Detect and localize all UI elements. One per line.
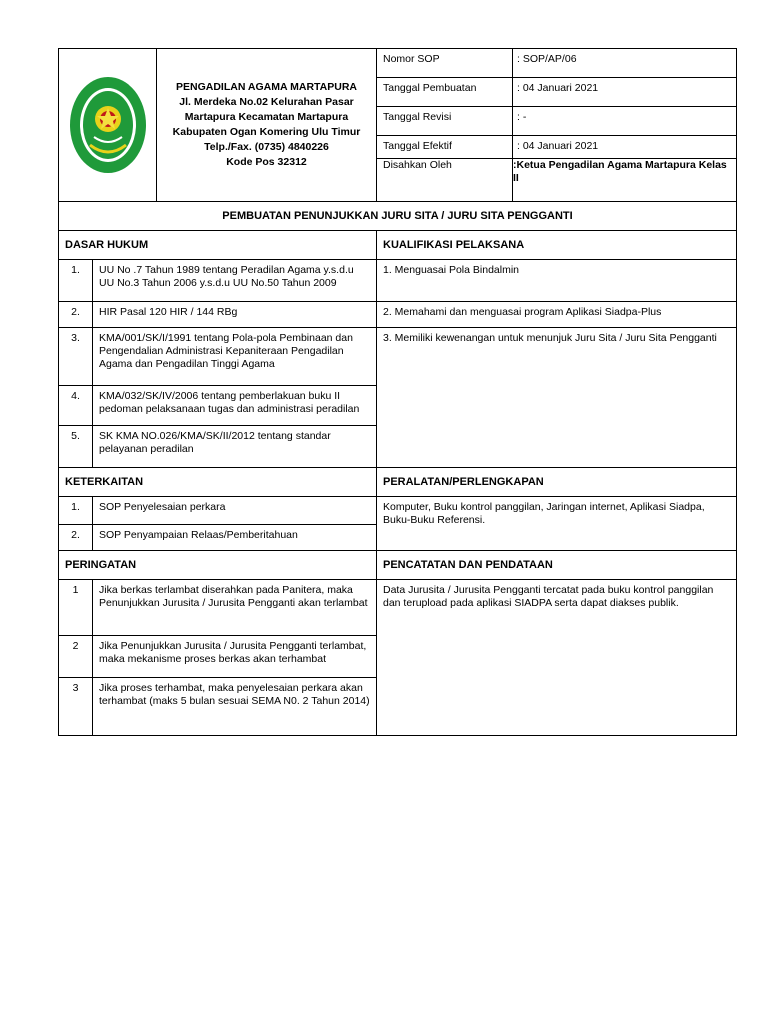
address-line: Jl. Merdeka No.02 Kelurahan Pasar [179, 96, 354, 108]
section-heading-peringatan: PERINGATAN [59, 551, 377, 580]
dasar-hukum-num: 4. [59, 386, 93, 426]
court-logo [59, 49, 157, 202]
dasar-hukum-text: SK KMA NO.026/KMA/SK/II/2012 tentang standar pelayanan peradilan [93, 426, 377, 468]
meta-value-efektif: : 04 Januari 2021 [513, 136, 737, 159]
pencatatan-text: Data Jurusita / Jurusita Pengganti tercatat pada buku kontrol panggilan dan terupload pada aplikasi SIADPA serta dapat diakses publik. [377, 580, 737, 736]
meta-value-pembuatan: : 04 Januari 2021 [513, 78, 737, 107]
sop-document [58, 48, 736, 736]
dasar-hukum-text: HIR Pasal 120 HIR / 144 RBg [93, 302, 377, 328]
kualifikasi-item: 2. Memahami dan menguasai program Aplikasi Siadpa-Plus [377, 302, 737, 328]
dasar-hukum-num: 5. [59, 426, 93, 468]
court-emblem-icon [68, 75, 148, 175]
peralatan-text: Komputer, Buku kontrol panggilan, Jaringan internet, Aplikasi Siadpa, Buku-Buku Referensi. [377, 497, 737, 551]
meta-label-efektif: Tanggal Efektif [377, 136, 513, 159]
address-line: PENGADILAN AGAMA MARTAPURA [175, 81, 358, 93]
peringatan-num: 1 [59, 580, 93, 636]
peringatan-text: Jika berkas terlambat diserahkan pada Panitera, maka Penunjukkan Jurusita / Jurusita Pengganti akan terlambat [93, 580, 377, 636]
meta-value-revisi: : - [513, 107, 737, 136]
dasar-hukum-text: KMA/001/SK/I/1991 tentang Pola-pola Pembinaan dan Pengendalian Administrasi Kepaniteraan Pengadilan Agama dan Pengadilan Tinggi Agama [93, 328, 377, 386]
section-heading-dasar-hukum: DASAR HUKUM [59, 231, 377, 260]
meta-label-pembuatan: Tanggal Pembuatan [377, 78, 513, 107]
dasar-hukum-num: 1. [59, 260, 93, 302]
section-heading-kualifikasi: KUALIFIKASI PELAKSANA [377, 231, 737, 260]
dasar-hukum-num: 3. [59, 328, 93, 386]
keterkaitan-text: SOP Penyampaian Relaas/Pemberitahuan [93, 525, 377, 551]
meta-label-nomor: Nomor SOP [377, 49, 513, 78]
meta-value-nomor: : SOP/AP/06 [513, 49, 737, 78]
section-heading-pencatatan: PENCATATAN DAN PENDATAAN [377, 551, 737, 580]
dasar-hukum-text: UU No .7 Tahun 1989 tentang Peradilan Agama y.s.d.u UU No.3 Tahun 2006 y.s.d.u UU No.50 Tahun 2009 [93, 260, 377, 302]
address-line: Kabupaten Ogan Komering Ulu Timur [172, 126, 361, 138]
meta-label-revisi: Tanggal Revisi [377, 107, 513, 136]
dasar-hukum-text: KMA/032/SK/IV/2006 tentang pemberlakuan buku II pedoman pelaksanaan tugas dan administrasi peradilan [93, 386, 377, 426]
meta-value-disahkan: :Ketua Pengadilan Agama Martapura Kelas II [513, 159, 737, 202]
address-line: Martapura Kecamatan Martapura [184, 111, 349, 123]
dasar-hukum-num: 2. [59, 302, 93, 328]
section-heading-peralatan: PERALATAN/PERLENGKAPAN [377, 468, 737, 497]
court-address [157, 49, 377, 202]
meta-label-disahkan: Disahkan Oleh [377, 159, 513, 202]
peringatan-num: 2 [59, 636, 93, 678]
peringatan-text: Jika proses terhambat, maka penyelesaian perkara akan terhambat (maks 5 bulan sesuai SEMA N0. 2 Tahun 2014) [93, 678, 377, 736]
keterkaitan-text: SOP Penyelesaian perkara [93, 497, 377, 525]
keterkaitan-num: 2. [59, 525, 93, 551]
kualifikasi-item-text: 3. Memiliki kewenangan untuk menunjuk Juru Sita / Juru Sita Pengganti [383, 332, 717, 344]
address-line: Kode Pos 32312 [226, 156, 307, 168]
keterkaitan-num: 1. [59, 497, 93, 525]
kualifikasi-item: 1. Menguasai Pola Bindalmin [377, 260, 737, 302]
address-line: Telp./Fax. (0735) 4840226 [204, 141, 329, 153]
section-heading-keterkaitan: KETERKAITAN [59, 468, 377, 497]
document-title: PEMBUATAN PENUNJUKKAN JURU SITA / JURU SITA PENGGANTI [59, 202, 737, 231]
peringatan-text: Jika Penunjukkan Jurusita / Jurusita Pengganti terlambat, maka mekanisme proses berkas akan terhambat [93, 636, 377, 678]
kualifikasi-item [377, 328, 737, 468]
peringatan-num: 3 [59, 678, 93, 736]
